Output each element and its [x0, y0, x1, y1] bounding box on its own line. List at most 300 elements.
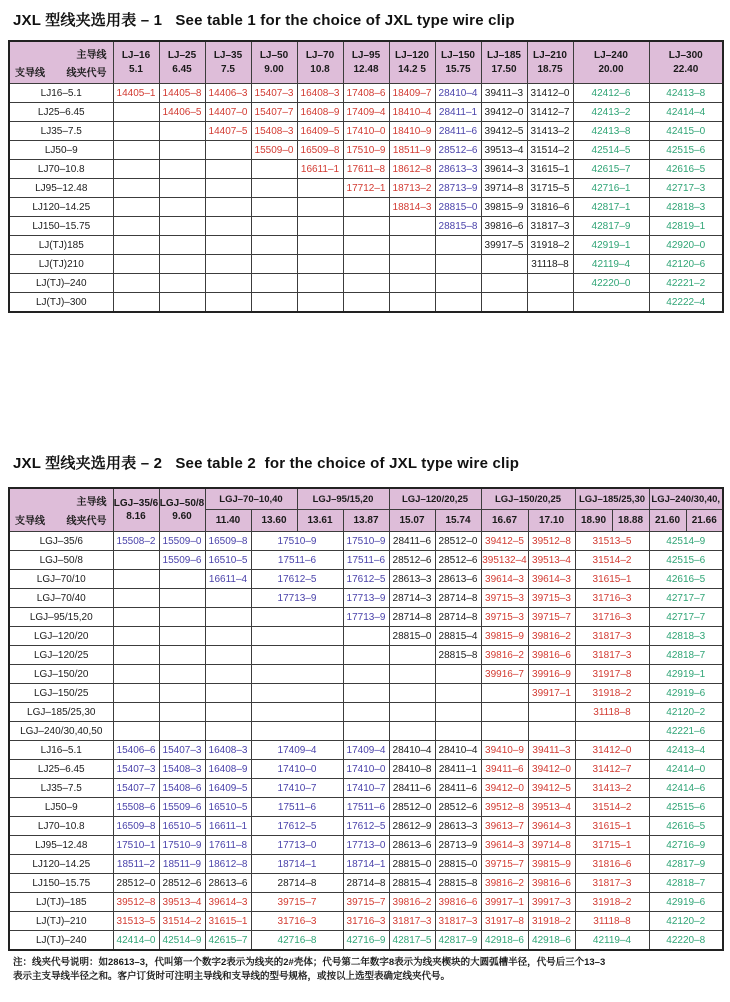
row-label: LJ16–5.1 [9, 84, 113, 103]
column-diameter-header: 17.10 [528, 510, 575, 532]
clip-code-cell [205, 665, 251, 684]
clip-code-cell: 17713–0 [343, 836, 389, 855]
table-row [9, 551, 723, 570]
clip-code-cell: 15408–3 [159, 760, 205, 779]
corner-main-conductor-label: 主导线 [76, 50, 107, 61]
clip-code-cell: 17510–9 [343, 532, 389, 551]
column-group-header: LGJ–120/20,25 [389, 488, 481, 510]
row-label: LJ(TJ)–210 [9, 912, 113, 931]
clip-code-cell: 31918–2 [575, 684, 649, 703]
table-row [9, 931, 723, 951]
clip-code-cell: 39715–7 [251, 893, 343, 912]
table-row [9, 198, 723, 217]
column-diameter-header: 21.66 [686, 510, 723, 532]
row-label: LJ95–12.48 [9, 836, 113, 855]
clip-code-cell [205, 608, 251, 627]
clip-code-cell: 31118–8 [575, 703, 649, 722]
clip-code-cell: 42120–2 [649, 703, 723, 722]
clip-code-cell: 28512–0 [113, 874, 159, 893]
clip-code-cell: 42819–1 [649, 217, 723, 236]
table-row [9, 255, 723, 274]
clip-code-cell [159, 703, 205, 722]
row-label: LJ(TJ)–240 [9, 274, 113, 293]
clip-code-cell: 39816–6 [481, 217, 527, 236]
clip-code-cell: 15407–3 [251, 84, 297, 103]
clip-code-cell [297, 293, 343, 313]
clip-code-cell: 31615–1 [205, 912, 251, 931]
clip-code-cell [389, 703, 435, 722]
clip-code-cell [343, 293, 389, 313]
clip-code-cell: 39816–6 [528, 646, 575, 665]
clip-code-cell [159, 570, 205, 589]
clip-code-cell: 39411–3 [528, 741, 575, 760]
clip-code-cell: 42817–9 [649, 855, 723, 874]
row-label: LJ(TJ)–240 [9, 931, 113, 951]
clip-code-cell [113, 684, 159, 703]
clip-code-cell: 28613–6 [435, 570, 481, 589]
clip-code-cell: 39715–3 [481, 589, 528, 608]
clip-code-cell: 42818–7 [649, 646, 723, 665]
clip-code-cell: 16408–3 [205, 741, 251, 760]
table-row [9, 912, 723, 931]
clip-code-cell: 42919–6 [649, 893, 723, 912]
clip-code-cell: 39917–3 [528, 893, 575, 912]
clip-code-cell: 39715–7 [481, 855, 528, 874]
footnote-line2: 表示主支导线半径之和。客户订货时可注明主导线和支导线的型号规格，或按以上选型表确定线夹代号。 [13, 971, 451, 983]
table-row [9, 760, 723, 779]
clip-code-cell: 42919–6 [649, 684, 723, 703]
clip-code-cell [251, 236, 297, 255]
clip-code-cell [159, 293, 205, 313]
clip-code-cell: 17410–0 [343, 122, 389, 141]
clip-code-cell: 42414–4 [649, 103, 723, 122]
clip-code-cell: 17611–8 [205, 836, 251, 855]
clip-code-cell [205, 179, 251, 198]
footnote-line1: 注：线夹代号说明：如28613–3，代叫第一个数字2表示为线夹的2#壳体；代号第二年数字8表示为线夹楔块的大圆弧槽半径，代号后三个13–3 [13, 957, 606, 968]
clip-code-cell [205, 684, 251, 703]
column-name: LGJ–35/6 [113, 497, 159, 509]
table-row [9, 722, 723, 741]
clip-code-cell: 31118–8 [527, 255, 573, 274]
clip-code-cell: 17410–0 [343, 760, 389, 779]
row-label: LJ25–6.45 [9, 760, 113, 779]
column-diameter: 9.60 [172, 511, 192, 522]
clip-code-cell: 17410–7 [251, 779, 343, 798]
column-group-header: LGJ–70–10,40 [205, 488, 297, 510]
clip-code-cell [527, 274, 573, 293]
clip-code-cell [389, 255, 435, 274]
clip-code-cell: 17408–6 [343, 84, 389, 103]
clip-code-cell: 39816–6 [528, 874, 575, 893]
column-header [159, 41, 205, 84]
clip-code-cell: 31514–2 [527, 141, 573, 160]
clip-code-cell: 28714–8 [251, 874, 343, 893]
clip-code-cell: 31816–6 [575, 855, 649, 874]
column-diameter-header: 21.60 [649, 510, 686, 532]
column-group-header: LGJ–150/20,25 [481, 488, 575, 510]
clip-code-cell [343, 274, 389, 293]
clip-code-cell: 42716–9 [343, 931, 389, 951]
clip-code-cell: 31715–1 [575, 836, 649, 855]
clip-code-cell: 42221–6 [649, 722, 723, 741]
clip-code-cell [343, 646, 389, 665]
clip-code-cell [528, 703, 575, 722]
clip-code-cell: 39614–3 [481, 160, 527, 179]
clip-code-cell: 39410–9 [481, 741, 528, 760]
row-label: LJ50–9 [9, 141, 113, 160]
clip-code-cell: 15407–7 [251, 103, 297, 122]
clip-code-cell: 28612–9 [389, 817, 435, 836]
clip-code-cell: 18410–4 [389, 103, 435, 122]
table-row [9, 836, 723, 855]
clip-code-cell [159, 160, 205, 179]
clip-code-cell: 28613–3 [435, 817, 481, 836]
clip-code-cell: 17409–4 [251, 741, 343, 760]
clip-code-cell: 28815–0 [435, 855, 481, 874]
clip-code-cell [389, 684, 435, 703]
clip-code-cell: 42119–4 [573, 255, 649, 274]
corner-branch-conductor-label: 支导线 [15, 516, 45, 527]
clip-code-cell: 31118–8 [575, 912, 649, 931]
clip-code-cell [343, 217, 389, 236]
column-name: LJ–25 [167, 50, 197, 61]
row-label: LGJ–70/10 [9, 570, 113, 589]
clip-code-cell [251, 684, 343, 703]
clip-code-cell: 31817–3 [389, 912, 435, 931]
clip-code-cell: 28512–6 [435, 141, 481, 160]
clip-code-cell: 42515–6 [649, 798, 723, 817]
clip-code-cell: 14406–5 [159, 103, 205, 122]
clip-code-cell [528, 722, 575, 741]
clip-code-cell [435, 665, 481, 684]
clip-code-cell: 14406–3 [205, 84, 251, 103]
clip-code-cell: 17511–6 [343, 551, 389, 570]
table-row [9, 874, 723, 893]
clip-code-cell: 42413–4 [649, 741, 723, 760]
clip-code-cell [389, 217, 435, 236]
clip-code-cell [159, 589, 205, 608]
column-header [159, 488, 205, 532]
clip-code-cell: 28714–3 [389, 589, 435, 608]
clip-code-cell: 14407–5 [205, 122, 251, 141]
table-row [9, 236, 723, 255]
clip-code-cell: 39512–8 [528, 532, 575, 551]
clip-code-cell [343, 684, 389, 703]
clip-code-cell: 42616–5 [649, 570, 723, 589]
clip-code-cell: 28713–9 [435, 836, 481, 855]
clip-code-cell: 18409–7 [389, 84, 435, 103]
clip-code-cell: 42919–1 [649, 665, 723, 684]
clip-code-cell [205, 236, 251, 255]
table-row [9, 179, 723, 198]
clip-code-cell [435, 684, 481, 703]
clip-code-cell: 39412–5 [528, 779, 575, 798]
column-header [297, 41, 343, 84]
clip-code-cell: 42120–2 [649, 912, 723, 931]
column-name: LJ–70 [305, 50, 335, 61]
column-diameter: 15.75 [445, 63, 471, 75]
column-diameter-header: 15.74 [435, 510, 481, 532]
clip-code-cell [297, 179, 343, 198]
clip-code-cell: 28815–4 [435, 627, 481, 646]
clip-code-cell: 39815–9 [528, 855, 575, 874]
table-row [9, 122, 723, 141]
table-row [9, 141, 723, 160]
clip-code-cell: 42817–9 [435, 931, 481, 951]
clip-code-cell: 31412–0 [527, 84, 573, 103]
clip-code-cell: 42920–0 [649, 236, 723, 255]
clip-code-cell: 15407–3 [113, 760, 159, 779]
clip-code-cell [389, 665, 435, 684]
clip-code-cell: 31513–5 [113, 912, 159, 931]
clip-code-cell: 28411–6 [435, 122, 481, 141]
row-label: LJ120–14.25 [9, 855, 113, 874]
column-diameter: 17.50 [491, 63, 517, 75]
column-group-header: LGJ–185/25,30 [575, 488, 649, 510]
clip-code-cell: 42221–2 [649, 274, 723, 293]
row-label: LGJ–70/40 [9, 589, 113, 608]
clip-code-cell [389, 236, 435, 255]
clip-code-cell [251, 160, 297, 179]
row-label: LJ(TJ)210 [9, 255, 113, 274]
clip-code-cell: 18713–2 [389, 179, 435, 198]
clip-code-cell [113, 608, 159, 627]
clip-code-cell: 42220–8 [649, 931, 723, 951]
clip-code-cell: 31817–3 [435, 912, 481, 931]
clip-code-cell: 28411–6 [389, 779, 435, 798]
clip-code-cell: 39412–0 [481, 779, 528, 798]
clip-code-cell: 28410–4 [435, 741, 481, 760]
clip-code-cell: 15407–7 [113, 779, 159, 798]
clip-code-cell: 16611–4 [205, 570, 251, 589]
column-header [113, 488, 159, 532]
clip-code-cell [113, 122, 159, 141]
clip-code-cell [343, 703, 389, 722]
column-name: LJ–120 [395, 50, 429, 61]
clip-code-cell [205, 255, 251, 274]
column-diameter: 8.16 [126, 511, 146, 522]
clip-code-cell [113, 627, 159, 646]
table-row [9, 293, 723, 313]
clip-code-cell: 17713–9 [251, 589, 343, 608]
clip-code-cell: 42414–0 [113, 931, 159, 951]
clip-code-cell: 28815–0 [389, 627, 435, 646]
clip-code-cell: 39512–8 [481, 798, 528, 817]
clip-code-cell: 39513–4 [159, 893, 205, 912]
table-row [9, 741, 723, 760]
clip-code-cell [435, 255, 481, 274]
clip-code-cell: 18612–8 [389, 160, 435, 179]
header-row [9, 41, 723, 84]
table-row [9, 817, 723, 836]
column-diameter-header: 13.61 [297, 510, 343, 532]
clip-code-cell: 39816–2 [528, 627, 575, 646]
clip-code-cell: 16509–8 [113, 817, 159, 836]
clip-code-cell [343, 627, 389, 646]
clip-code-cell [435, 236, 481, 255]
clip-code-cell: 31817–3 [575, 874, 649, 893]
clip-code-cell: 15509–0 [251, 141, 297, 160]
clip-code-cell: 42220–0 [573, 274, 649, 293]
column-header [527, 41, 573, 84]
clip-code-cell [251, 703, 343, 722]
column-name: LJ–50 [259, 50, 289, 61]
clip-code-cell: 39715–7 [528, 608, 575, 627]
clip-code-cell: 42413–8 [573, 122, 649, 141]
clip-code-cell: 31615–1 [575, 817, 649, 836]
row-label: LJ70–10.8 [9, 817, 113, 836]
clip-code-cell: 16509–8 [205, 532, 251, 551]
clip-code-cell: 17612–5 [251, 817, 343, 836]
clip-code-cell [481, 255, 527, 274]
clip-code-cell: 39614–3 [481, 570, 528, 589]
column-name: LJ–210 [533, 50, 567, 61]
clip-code-cell: 31716–3 [575, 608, 649, 627]
column-name: LJ–35 [213, 50, 243, 61]
clip-code-cell: 15509–6 [159, 551, 205, 570]
clip-code-cell: 28512–0 [389, 798, 435, 817]
table-row [9, 779, 723, 798]
clip-code-cell: 28815–8 [435, 646, 481, 665]
clip-code-cell [297, 236, 343, 255]
clip-code-cell: 15508–6 [113, 798, 159, 817]
clip-code-cell: 42515–6 [649, 551, 723, 570]
row-label: LJ95–12.48 [9, 179, 113, 198]
clip-code-cell: 16611–1 [297, 160, 343, 179]
clip-code-cell: 39714–8 [481, 179, 527, 198]
clip-code-cell: 39715–3 [481, 608, 528, 627]
clip-code-cell: 16408–9 [297, 103, 343, 122]
clip-code-cell [159, 236, 205, 255]
clip-code-cell: 31817–3 [527, 217, 573, 236]
clip-code-cell [113, 179, 159, 198]
table-row [9, 684, 723, 703]
clip-code-cell [481, 293, 527, 313]
clip-code-cell: 18511–9 [159, 855, 205, 874]
clip-code-cell [113, 217, 159, 236]
clip-code-cell [251, 627, 343, 646]
clip-code-cell: 28411–1 [435, 760, 481, 779]
row-label: LGJ–35/6 [9, 532, 113, 551]
clip-code-cell [573, 293, 649, 313]
clip-code-cell [113, 236, 159, 255]
column-header [481, 41, 527, 84]
table-row [9, 84, 723, 103]
clip-code-cell [205, 160, 251, 179]
clip-code-cell: 39816–2 [481, 874, 528, 893]
clip-code-cell [389, 722, 435, 741]
clip-code-cell [251, 665, 343, 684]
clip-code-cell [435, 703, 481, 722]
column-name: LJ–16 [121, 50, 151, 61]
clip-code-cell: 42918–6 [481, 931, 528, 951]
table-row [9, 217, 723, 236]
row-label: LGJ–150/20 [9, 665, 113, 684]
clip-code-cell: 31413–2 [575, 779, 649, 798]
clip-code-cell: 39916–7 [481, 665, 528, 684]
corner-main-conductor-label: 主导线 [76, 497, 107, 508]
clip-code-cell: 31918–2 [575, 893, 649, 912]
clip-code-cell: 18714–1 [251, 855, 343, 874]
clip-code-cell: 31615–1 [575, 570, 649, 589]
clip-code-cell: 28512–6 [389, 551, 435, 570]
clip-code-cell: 39411–6 [481, 760, 528, 779]
clip-code-cell [113, 722, 159, 741]
table-row [9, 627, 723, 646]
clip-code-cell: 17713–9 [343, 608, 389, 627]
clip-code-cell [159, 217, 205, 236]
clip-code-cell: 39411–3 [481, 84, 527, 103]
clip-code-cell: 31715–5 [527, 179, 573, 198]
column-header [435, 41, 481, 84]
clip-code-cell: 28815–0 [389, 855, 435, 874]
clip-code-cell [113, 551, 159, 570]
clip-code-cell: 28815–8 [435, 217, 481, 236]
column-header [251, 41, 297, 84]
clip-code-cell: 28613–6 [205, 874, 251, 893]
clip-code-cell: 16510–5 [205, 798, 251, 817]
column-diameter: 12.48 [353, 63, 379, 75]
clip-code-cell: 16510–5 [159, 817, 205, 836]
clip-code-cell: 42817–1 [573, 198, 649, 217]
clip-code-cell: 18511–2 [113, 855, 159, 874]
clip-code-cell: 16408–3 [297, 84, 343, 103]
clip-code-cell: 42514–9 [159, 931, 205, 951]
table-row [9, 608, 723, 627]
clip-code-cell [343, 236, 389, 255]
clip-code-cell: 18410–9 [389, 122, 435, 141]
clip-code-cell: 28613–3 [389, 570, 435, 589]
clip-code-cell: 31918–2 [527, 236, 573, 255]
clip-code-cell: 39715–3 [528, 589, 575, 608]
clip-code-cell: 28714–8 [435, 608, 481, 627]
table2 [8, 487, 724, 951]
clip-code-cell: 15408–3 [251, 122, 297, 141]
row-label: LJ35–7.5 [9, 122, 113, 141]
clip-code-cell: 31817–3 [575, 646, 649, 665]
clip-code-cell: 15509–0 [159, 532, 205, 551]
column-diameter-header: 18.90 [575, 510, 612, 532]
clip-code-cell: 28512–6 [435, 798, 481, 817]
clip-code-cell: 42515–6 [649, 141, 723, 160]
clip-code-cell [251, 179, 297, 198]
clip-code-cell: 17612–5 [251, 570, 343, 589]
clip-code-cell [251, 274, 297, 293]
clip-code-cell: 17612–5 [343, 817, 389, 836]
clip-code-cell: 42222–4 [649, 293, 723, 313]
clip-code-cell [297, 274, 343, 293]
clip-code-cell: 31716–3 [343, 912, 389, 931]
row-label: LGJ–185/25,30 [9, 703, 113, 722]
column-header [649, 41, 723, 84]
clip-code-cell: 42514–9 [649, 532, 723, 551]
clip-code-cell: 39614–3 [205, 893, 251, 912]
clip-code-cell [159, 627, 205, 646]
clip-code-cell [389, 274, 435, 293]
clip-code-cell [159, 646, 205, 665]
clip-code-cell: 31413–2 [527, 122, 573, 141]
clip-code-cell [113, 255, 159, 274]
row-label: LJ(TJ)–300 [9, 293, 113, 313]
clip-code-cell: 31412–0 [575, 741, 649, 760]
clip-code-cell: 31716–3 [251, 912, 343, 931]
clip-code-cell [527, 293, 573, 313]
clip-code-cell: 17713–9 [343, 589, 389, 608]
clip-code-cell: 42818–3 [649, 627, 723, 646]
clip-code-cell: 17612–5 [343, 570, 389, 589]
clip-code-cell: 17510–1 [113, 836, 159, 855]
column-diameter-header: 16.67 [481, 510, 528, 532]
